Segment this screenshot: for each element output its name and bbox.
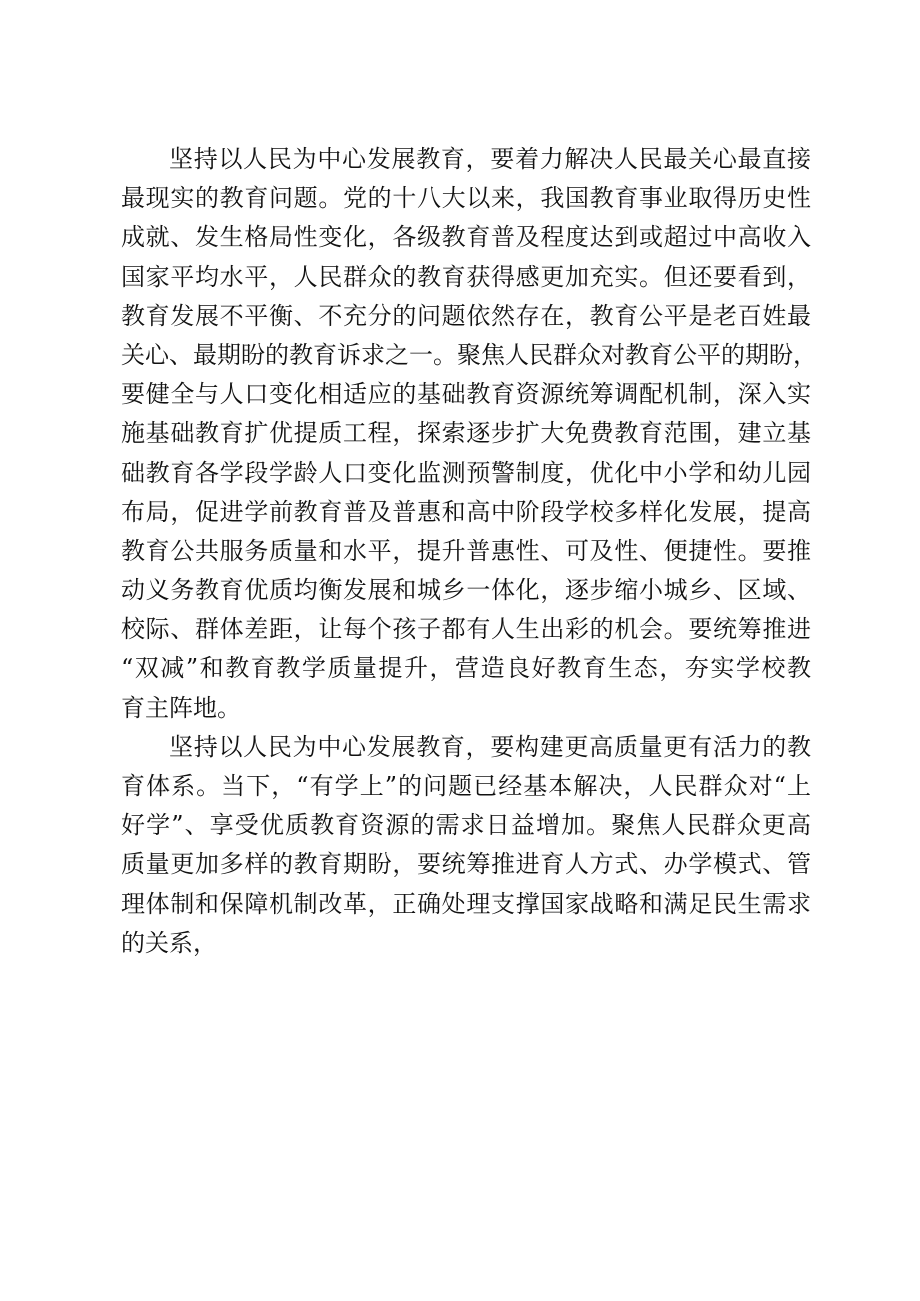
text-line: 动义务教育优质均衡发展和城乡一体化，逐步缩小城乡、区域、 xyxy=(121,576,811,605)
text-line: 坚持以人民为中心发展教育，要构建更高质量更有活力的教 xyxy=(169,732,811,761)
text-line: 育体系。当下，“有学上”的问题已经基本解决，人民群众对“上 xyxy=(121,772,811,800)
text-line: 布局，促进学前教育普及普惠和高中阶段学校多样化发展，提高 xyxy=(121,497,811,526)
text-line: 好学”、享受优质教育资源的需求日益增加。聚焦人民群众更高 xyxy=(121,811,811,840)
text-line: 育主阵地。 xyxy=(121,693,241,722)
text-line: 施基础教育扩优提质工程，探索逐步扩大免费教育范围，建立基 xyxy=(121,419,811,448)
text-line: 要健全与人口变化相适应的基础教育资源统筹调配机制，深入实 xyxy=(121,380,811,409)
text-line: 关心、最期盼的教育诉求之一。聚焦人民群众对教育公平的期盼， xyxy=(121,340,817,369)
text-line: 教育发展不平衡、不充分的问题依然存在，教育公平是老百姓最 xyxy=(121,301,811,330)
text-line: 质量更加多样的教育期盼，要统筹推进育人方式、办学模式、管 xyxy=(121,850,811,879)
text-line: 础教育各学段学龄人口变化监测预警制度，优化中小学和幼儿园 xyxy=(121,458,811,487)
text-line: “双减”和教育教学质量提升，营造良好教育生态，夯实学校教 xyxy=(121,654,811,683)
text-line: 国家平均水平，人民群众的教育获得感更加充实。但还要看到， xyxy=(121,262,811,291)
text-line: 坚持以人民为中心发展教育，要着力解决人民最关心最直接 xyxy=(169,145,811,173)
paragraph-2 xyxy=(121,728,811,963)
paragraph-1 xyxy=(121,140,817,728)
text-line: 理体制和保障机制改革，正确处理支撑国家战略和满足民生需求 xyxy=(121,889,811,918)
text-line: 校际、群体差距，让每个孩子都有人生出彩的机会。要统筹推进 xyxy=(121,615,811,644)
document-body xyxy=(121,140,817,963)
text-line: 教育公共服务质量和水平，提升普惠性、可及性、便捷性。要推 xyxy=(121,536,811,565)
text-line: 的关系， xyxy=(121,928,217,957)
text-line: 成就、发生格局性变化，各级教育普及程度达到或超过中高收入 xyxy=(121,223,811,252)
text-line: 最现实的教育问题。党的十八大以来，我国教育事业取得历史性 xyxy=(121,184,811,213)
